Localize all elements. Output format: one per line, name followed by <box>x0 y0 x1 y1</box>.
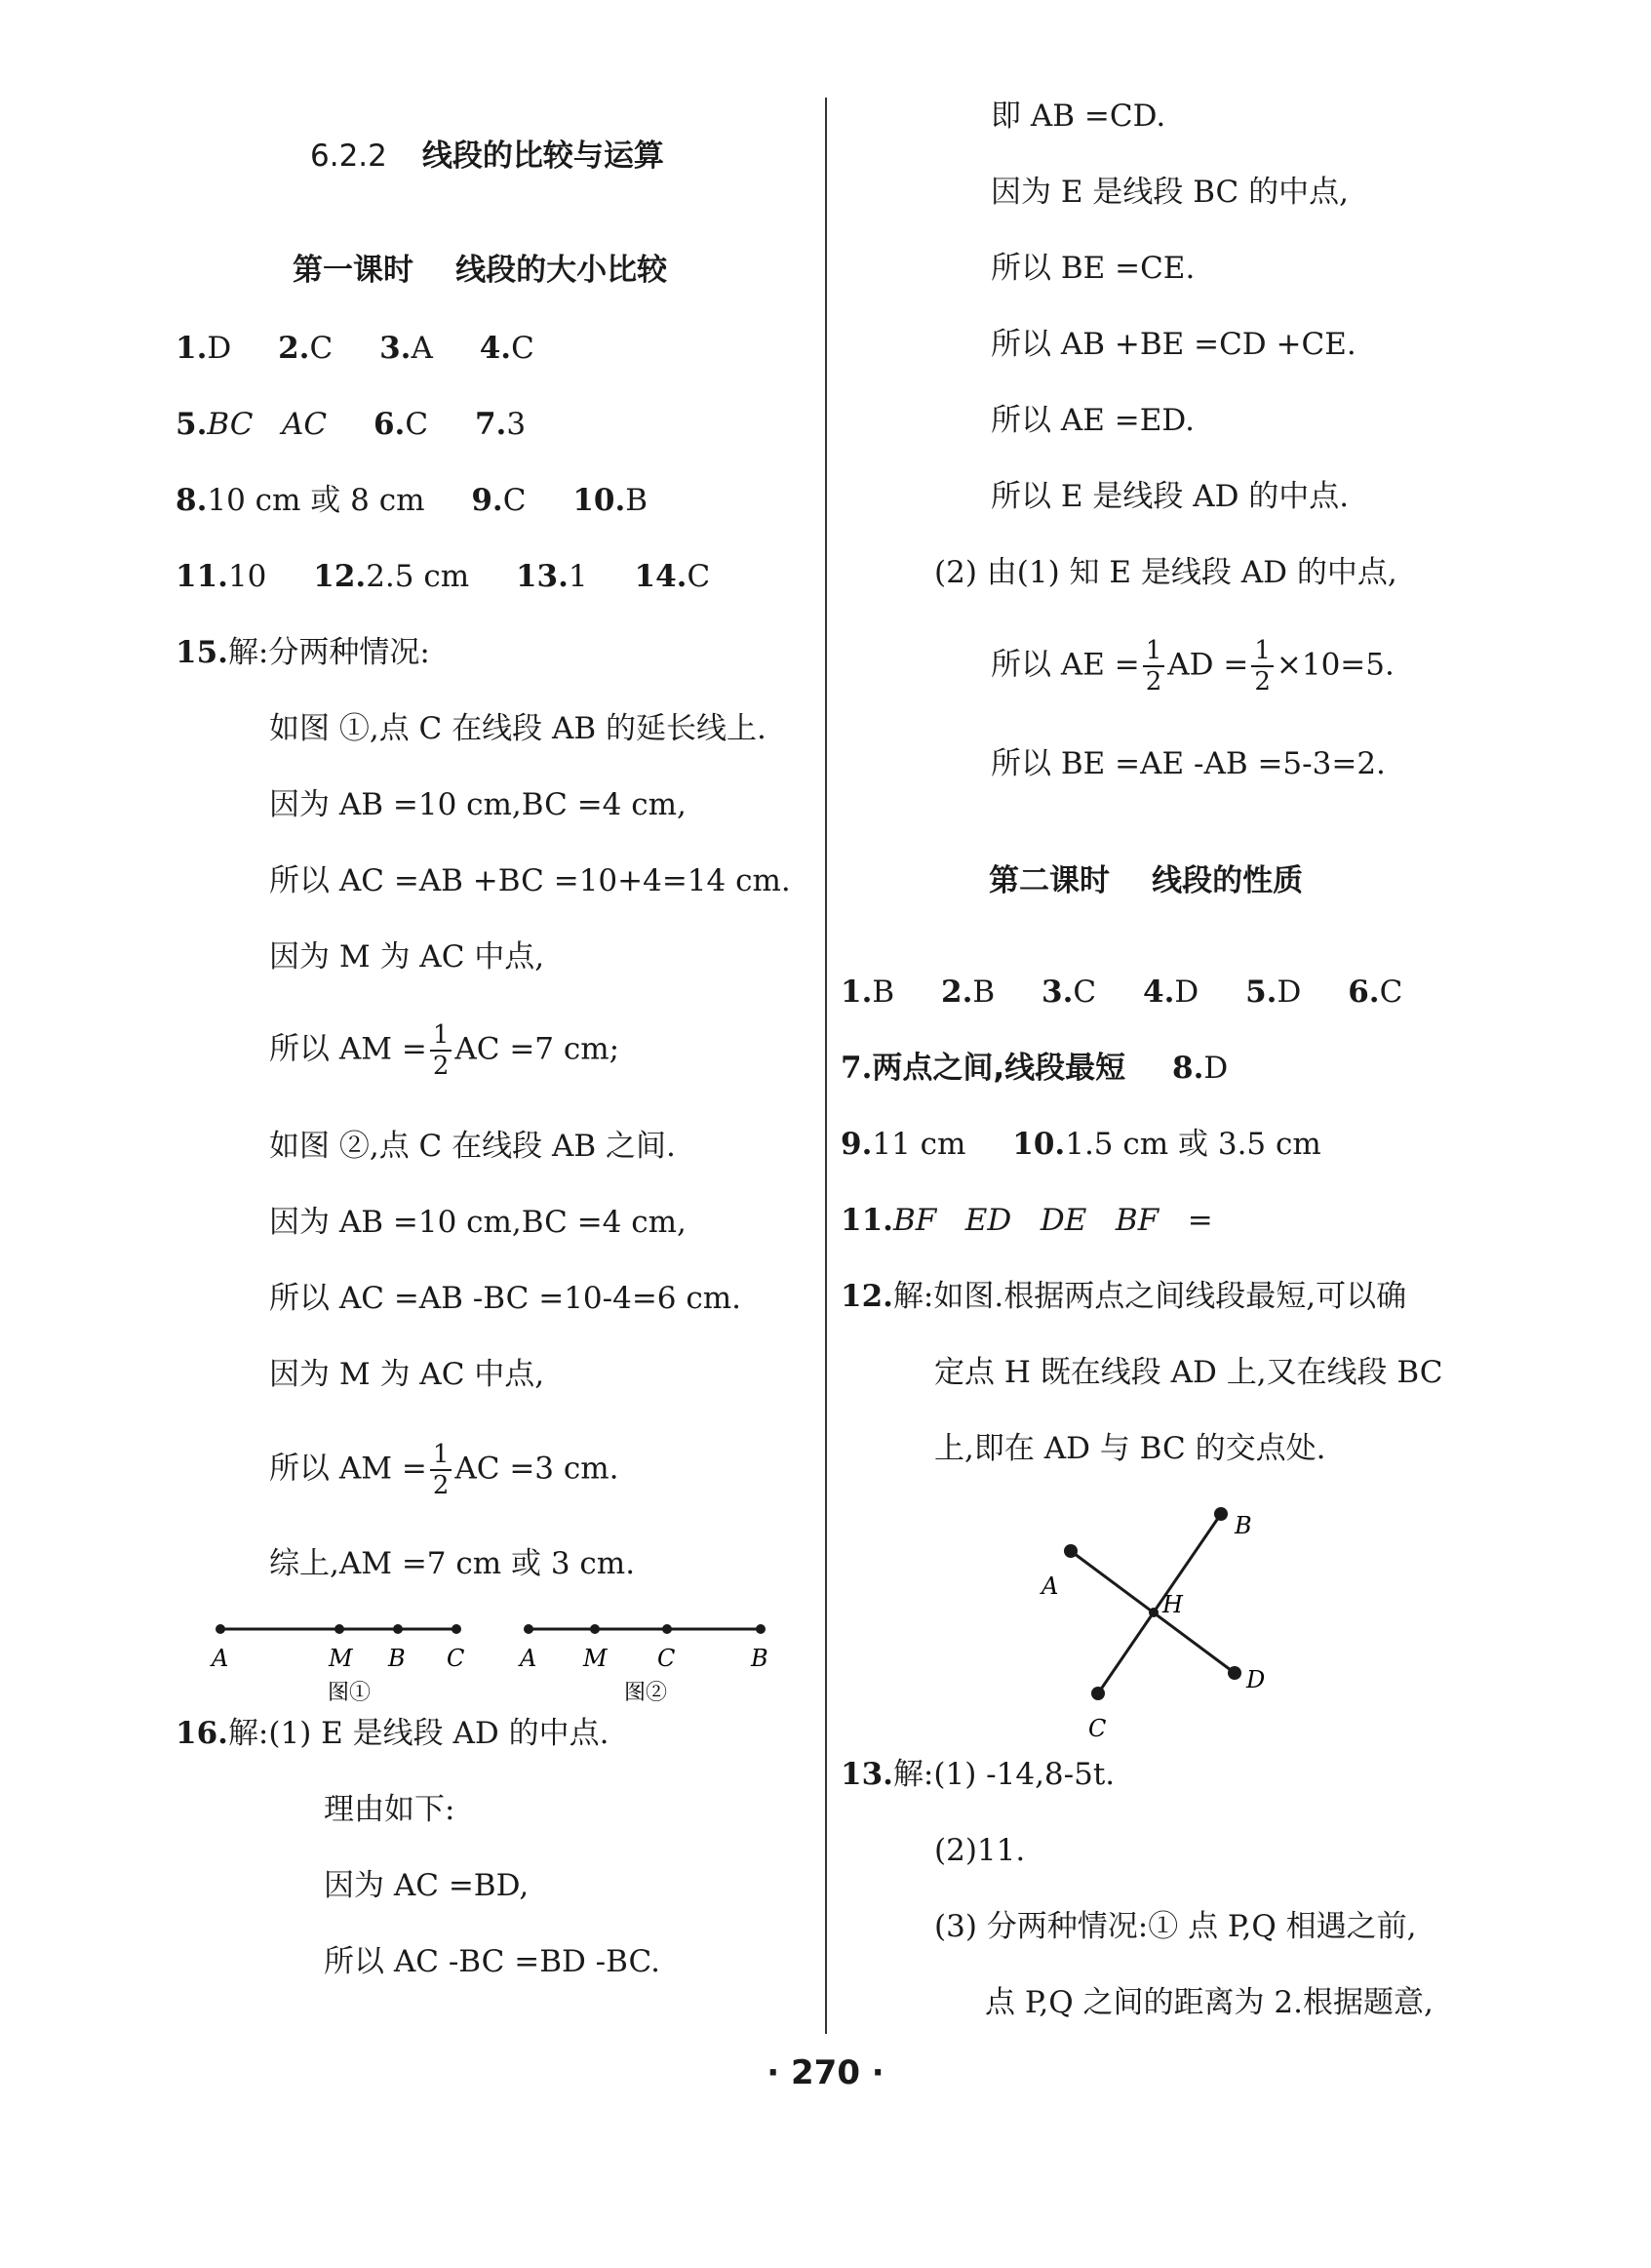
q16-cont-line: 所以 BE =CE. <box>991 251 1196 286</box>
figure-1 <box>210 1624 464 1705</box>
section-title: 线段的比较与运算 <box>421 139 664 174</box>
fraction: $\frac{1}{2}$ <box>430 1022 452 1079</box>
fig1-label: M <box>329 1645 353 1672</box>
q15-line: 因为 AB =10 cm,BC =4 cm, <box>269 787 687 822</box>
fig2-caption: 图② <box>624 1681 668 1705</box>
lesson2-heading: 第二课时 线段的性质 <box>989 863 1304 898</box>
point-label: B <box>1235 1512 1252 1539</box>
q15-line: 如图 ①,点 C 在线段 AB 的延长线上. <box>269 711 767 746</box>
q13-line: 13.解:(1) -14,8-5t. <box>841 1757 1116 1792</box>
q16-cont-line: (2) 由(1) 知 E 是线段 AD 的中点, <box>934 555 1397 590</box>
q12-line: 上,即在 AD 与 BC 的交点处. <box>934 1431 1326 1466</box>
fig2-label: C <box>657 1645 676 1672</box>
q16-cont-line: 所以 E 是线段 AD 的中点. <box>991 479 1350 514</box>
fraction: $\frac{1}{2}$ <box>1251 638 1274 695</box>
q15-frac-line: 所以 AM = $\frac{1}{2}$ AC =3 cm. <box>269 1440 619 1500</box>
fig1-label: C <box>447 1645 465 1672</box>
q13-line: 点 P,Q 之间的距离为 2.根据题意, <box>985 1985 1434 2020</box>
fig1-label: B <box>388 1645 406 1672</box>
section-number: 6.2.2 <box>310 139 387 174</box>
q13-line: (2)11. <box>934 1833 1026 1868</box>
fig2-label: A <box>520 1645 537 1672</box>
answer-line-2: 5.BC AC 6.C 7.3 <box>176 407 527 442</box>
q15-line: 综上,AM =7 cm 或 3 cm. <box>269 1546 636 1581</box>
figure-2 <box>518 1624 768 1705</box>
answer-line-7: 9.11 cm 10.1.5 cm 或 3.5 cm <box>841 1127 1321 1162</box>
fig2-label: B <box>751 1645 768 1672</box>
fraction: $\frac{1}{2}$ <box>430 1442 452 1498</box>
q15-line: 如图 ②,点 C 在线段 AB 之间. <box>269 1129 676 1164</box>
answer-line-8: 11.BF ED DE BF = <box>841 1203 1213 1238</box>
q15-frac-line: 所以 AM = $\frac{1}{2}$ AC =7 cm; <box>269 1020 620 1081</box>
q16-cont-line: 所以 AE =ED. <box>991 403 1195 438</box>
column-divider <box>825 98 827 2034</box>
q15-figures <box>195 1610 800 1707</box>
answer-line-4: 11.10 12.2.5 cm 13.1 14.C <box>176 559 711 594</box>
q13-line: (3) 分两种情况:① 点 P,Q 相遇之前, <box>934 1909 1417 1944</box>
q12-line: 12.解:如图.根据两点之间线段最短,可以确 <box>841 1279 1407 1314</box>
q15-line: 因为 AB =10 cm,BC =4 cm, <box>269 1205 687 1240</box>
point-label: H <box>1162 1591 1183 1618</box>
q16-line: 因为 AC =BD, <box>324 1868 530 1903</box>
fraction: $\frac{1}{2}$ <box>1143 638 1165 695</box>
lesson1-heading: 第一课时 线段的大小比较 <box>293 253 668 288</box>
q16-intro: 16.解:(1) E 是线段 AD 的中点. <box>176 1716 609 1751</box>
answer-line-3: 8.10 cm 或 8 cm 9.C 10.B <box>176 483 649 518</box>
q16-line: 所以 AC -BC =BD -BC. <box>324 1944 660 1979</box>
q15-line: 因为 M 为 AC 中点, <box>269 939 545 975</box>
q12-line: 定点 H 既在线段 AD 上,又在线段 BC <box>934 1355 1443 1390</box>
q15-intro: 15.解:分两种情况: <box>176 635 430 670</box>
section-heading <box>310 141 664 172</box>
q16-cont-line: 所以 BE =AE -AB =5-3=2. <box>991 746 1386 781</box>
point-label: A <box>1042 1572 1059 1600</box>
q16-cont-line: 即 AB =CD. <box>991 99 1166 134</box>
answer-line-6: 7.两点之间,线段最短 8.D <box>841 1051 1229 1086</box>
point-label: C <box>1088 1715 1107 1742</box>
fig1-caption: 图① <box>328 1681 372 1705</box>
q16-line: 理由如下: <box>324 1792 455 1827</box>
q16-frac-line: 所以 AE = $\frac{1}{2}$ AD = $\frac{1}{2}$ ×10=5. <box>991 636 1395 696</box>
answer-line-5: 1.B 2.B 3.C 4.D 5.D 6.C <box>841 975 1403 1010</box>
point-label: D <box>1246 1666 1266 1693</box>
q15-line: 所以 AC =AB -BC =10-4=6 cm. <box>269 1281 741 1316</box>
fig1-label: A <box>212 1645 229 1672</box>
answer-line-1: 1.D 2.C 3.A 4.C <box>176 331 534 366</box>
q16-cont-line: 因为 E 是线段 BC 的中点, <box>991 175 1349 210</box>
q16-cont-line: 所以 AB +BE =CD +CE. <box>991 327 1356 362</box>
fig2-label: M <box>583 1645 608 1672</box>
q15-line: 所以 AC =AB +BC =10+4=14 cm. <box>269 863 791 898</box>
q12-figure <box>1034 1492 1287 1746</box>
q15-line: 因为 M 为 AC 中点, <box>269 1357 545 1392</box>
page-number: · 270 · <box>767 2053 884 2092</box>
